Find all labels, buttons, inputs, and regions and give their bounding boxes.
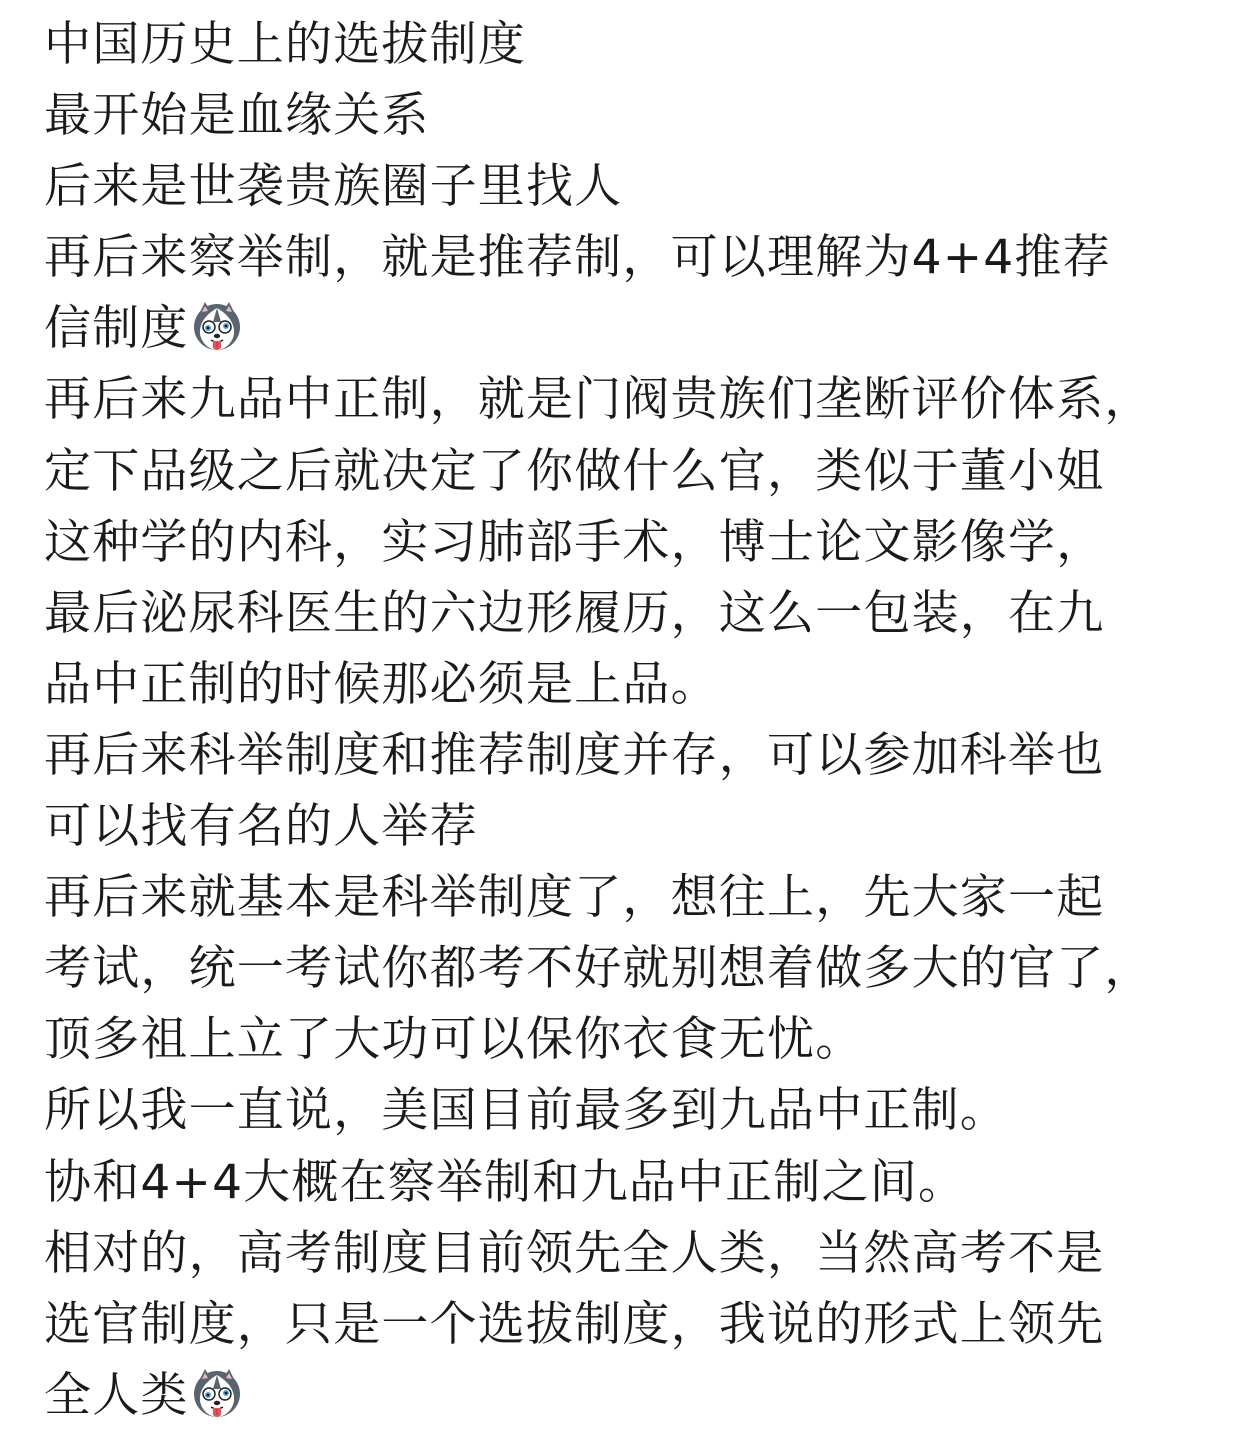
text-line-20 [44, 1360, 1244, 1431]
text-line-15: 顶多祖上立了大功可以保你衣食无忧。 [44, 1012, 864, 1068]
text-line-10: 品中正制的时候那必须是上品。 [44, 656, 719, 712]
text-line-8: 这种学的内科，实习肺部手术，博士论文影像学， [44, 514, 1105, 570]
text-line-18: 相对的，高考制度目前领先全人类，当然高考不是 [44, 1225, 1105, 1281]
text-line-5-content: 信制度 [44, 301, 189, 357]
text-line-2: 最开始是血缘关系 [44, 88, 430, 144]
text-line-7: 定下品级之后就决定了你做什么官，类似于董小姐 [44, 443, 1105, 499]
text-line-14: 考试，统一考试你都考不好就别想着做多大的官了， [44, 941, 1153, 997]
text-line-6: 再后来九品中正制，就是门阀贵族们垄断评价体系， [44, 372, 1153, 428]
post-body [44, 9, 1244, 1431]
text-line-5 [44, 293, 1244, 364]
text-line-11: 再后来科举制度和推荐制度并存，可以参加科举也 [44, 727, 1105, 783]
text-line-17: 协和4+4大概在察举制和九品中正制之间。 [44, 1154, 967, 1210]
text-line-20-content: 全人类 [44, 1367, 189, 1423]
text-line-1: 中国历史上的选拔制度 [44, 17, 526, 72]
text-line-3: 后来是世袭贵族圈子里找人 [44, 159, 623, 215]
husky-dog-icon [191, 1367, 243, 1419]
text-line-16: 所以我一直说，美国目前最多到九品中正制。 [44, 1083, 1008, 1139]
text-line-12: 可以找有名的人举荐 [44, 799, 478, 855]
text-line-9: 最后泌尿科医生的六边形履历，这么一包装，在九 [44, 585, 1105, 641]
text-line-4: 再后来察举制，就是推荐制，可以理解为4+4推荐 [44, 230, 1111, 286]
text-line-13: 再后来就基本是科举制度了，想往上，先大家一起 [44, 870, 1105, 926]
text-line-19: 选官制度，只是一个选拔制度，我说的形式上领先 [44, 1296, 1105, 1352]
husky-dog-icon [191, 300, 243, 352]
